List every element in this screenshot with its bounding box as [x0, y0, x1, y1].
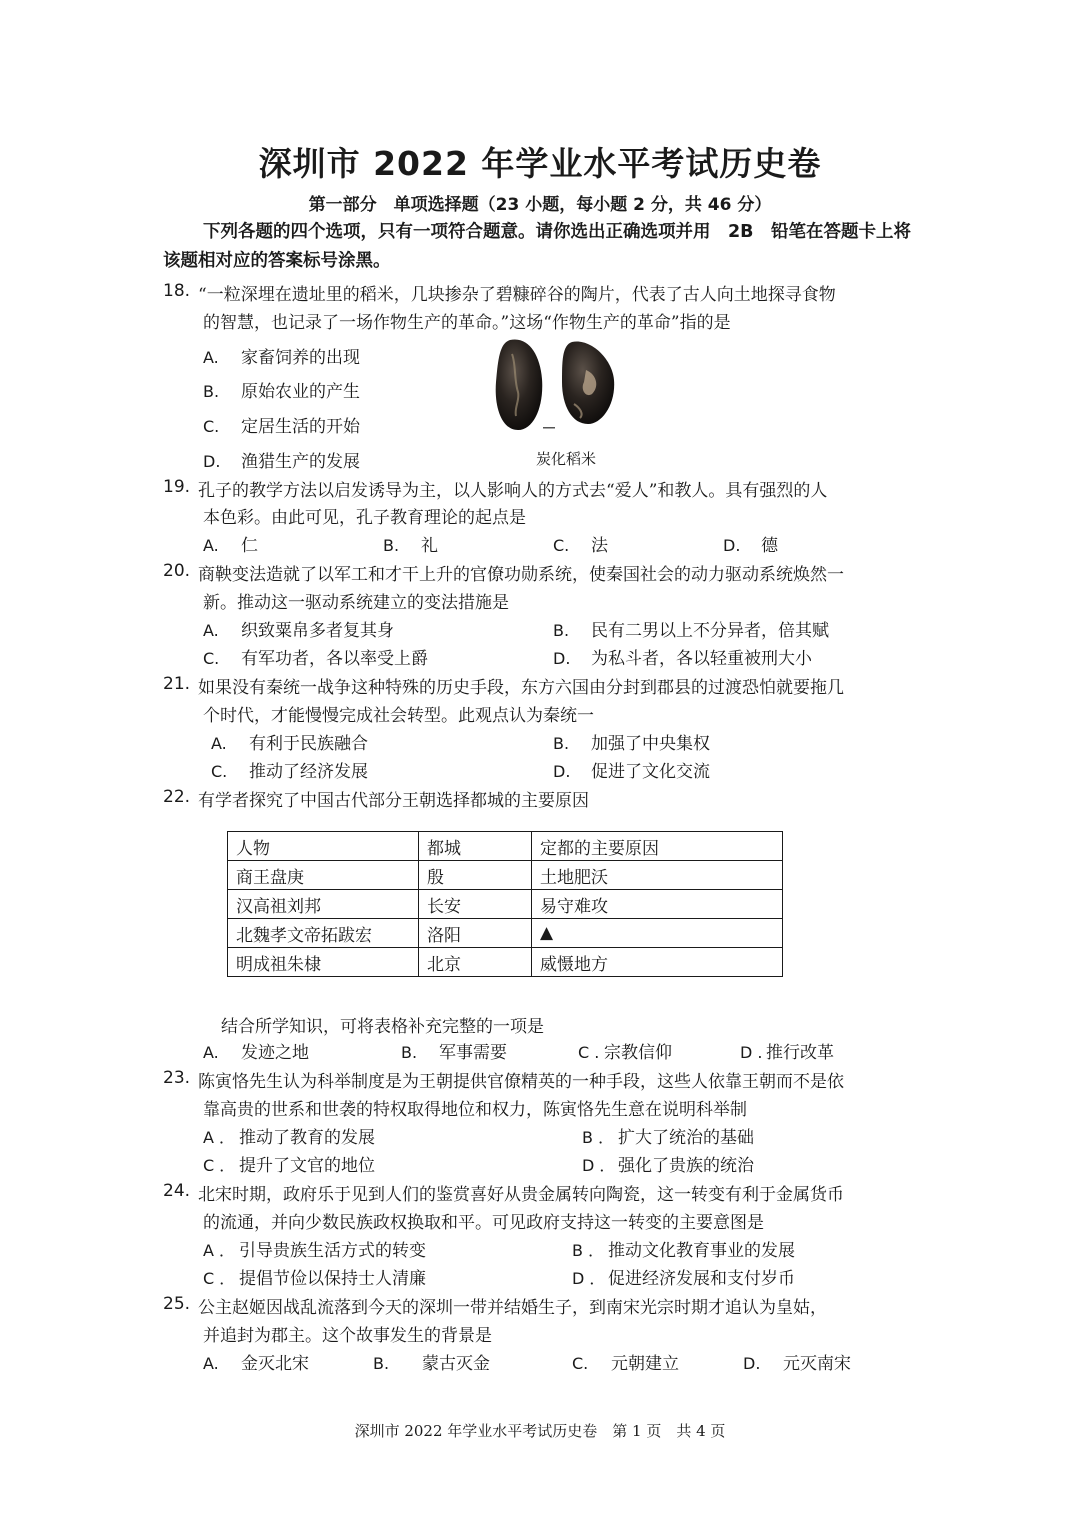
- q24-number: 24.: [163, 1181, 191, 1201]
- table-header-row: [228, 832, 783, 861]
- q21-number: 21.: [163, 674, 191, 694]
- option-letter: C .: [578, 1043, 600, 1062]
- q21-option-c[interactable]: [211, 757, 368, 782]
- option-text: 提升了文官的地位: [239, 1156, 375, 1176]
- q25-number: 25.: [163, 1294, 191, 1314]
- table-cell: 土地肥沃: [532, 861, 783, 890]
- option-letter: A.: [211, 734, 227, 753]
- table-cell: 易守难攻: [532, 890, 783, 919]
- exam-title: 深圳市 2022 年学业水平考试历史卷: [258, 144, 822, 183]
- option-text: 军事需要: [439, 1043, 507, 1063]
- q22-number: 22.: [163, 787, 191, 807]
- q20-option-c[interactable]: [203, 644, 428, 669]
- option-text: 扩大了统治的基础: [618, 1128, 754, 1148]
- q19-stem-line2: 本色彩。由此可见，孔子教育理论的起点是: [203, 508, 526, 528]
- q22-option-b[interactable]: [401, 1038, 507, 1063]
- instructions: [163, 218, 923, 276]
- q20-stem-line2: 新。推动这一驱动系统建立的变法措施是: [203, 593, 509, 613]
- table-row: [228, 890, 783, 919]
- option-letter: B ．: [582, 1128, 615, 1147]
- q21-option-d[interactable]: [553, 757, 710, 782]
- option-text: 促进经济发展和支付岁币: [608, 1269, 795, 1289]
- option-text: 推动了经济发展: [249, 762, 368, 782]
- option-letter: C.: [553, 536, 570, 555]
- q18-option-c[interactable]: [203, 412, 360, 437]
- option-text: 推行改革: [766, 1043, 834, 1063]
- q18-stem-line1: “一粒深埋在遗址里的稻米，几块掺杂了碧糠碎谷的陶片，代表了古人向土地探寻食物: [198, 285, 836, 305]
- q22-prompt: 结合所学知识，可将表格补充完整的一项是: [221, 1017, 544, 1037]
- table-row: [228, 919, 783, 948]
- q23-option-a[interactable]: [203, 1123, 375, 1148]
- option-text: 推动了教育的发展: [239, 1128, 375, 1148]
- q21-option-a[interactable]: [211, 729, 368, 754]
- q19-number: 19.: [163, 477, 191, 497]
- table-header-cell: 都城: [419, 832, 532, 861]
- option-text: 促进了文化交流: [591, 762, 710, 782]
- q22-stem-line1: 有学者探究了中国古代部分王朝选择都城的主要原因: [198, 791, 589, 811]
- table-header-cell: 定都的主要原因: [532, 832, 783, 861]
- q24-option-d[interactable]: [572, 1264, 795, 1289]
- table-cell-blank-marker: ▲: [532, 919, 783, 948]
- option-text: 渔猎生产的发展: [241, 452, 360, 472]
- q18-option-b[interactable]: [203, 377, 360, 402]
- q25-option-d[interactable]: [743, 1349, 851, 1374]
- option-letter: B.: [553, 621, 570, 640]
- q20-option-a[interactable]: [203, 616, 394, 641]
- option-letter: B.: [383, 536, 400, 555]
- q20-option-d[interactable]: [553, 644, 812, 669]
- option-text: 引导贵族生活方式的转变: [239, 1241, 426, 1261]
- option-text: 有利于民族融合: [249, 734, 368, 754]
- option-text: 仁: [241, 536, 258, 556]
- option-text: 元灭南宋: [783, 1354, 851, 1374]
- q24-option-a[interactable]: [203, 1236, 426, 1261]
- option-letter: D.: [743, 1354, 761, 1373]
- q18-option-a[interactable]: [203, 343, 360, 368]
- q21-option-b[interactable]: [553, 729, 710, 754]
- q25-option-b[interactable]: [373, 1349, 490, 1374]
- option-letter: A ．: [203, 1241, 236, 1260]
- rice-image-caption: 炭化稻米: [536, 450, 597, 468]
- q25-option-c[interactable]: [572, 1349, 679, 1374]
- instructions-text: 下列各题的四个选项，只有一项符合题意。请你选出正确选项并用 2B 铅笔在答题卡上将该题相对应的答案标号涂黑。: [163, 222, 912, 271]
- q24-stem-line2: 的流通，并向少数民族政权换取和平。可见政府支持这一转变的主要意图是: [203, 1213, 764, 1233]
- option-text: 原始农业的产生: [241, 382, 360, 402]
- option-text: 推动文化教育事业的发展: [608, 1241, 795, 1261]
- option-letter: A.: [203, 536, 219, 555]
- option-text: 为私斗者，各以轻重被刑大小: [591, 649, 812, 669]
- option-letter: D.: [553, 762, 571, 781]
- option-letter: A.: [203, 1043, 219, 1062]
- option-letter: D ．: [582, 1156, 616, 1175]
- option-letter: D.: [553, 649, 571, 668]
- option-text: 发迹之地: [241, 1043, 309, 1063]
- option-letter: C.: [203, 417, 220, 436]
- q23-number: 23.: [163, 1068, 191, 1088]
- table-cell: 商王盘庚: [228, 861, 419, 890]
- table-row: [228, 948, 783, 977]
- q21-stem-line1: 如果没有秦统一战争这种特殊的历史手段，东方六国由分封到郡县的过渡恐怕就要拖几: [198, 678, 844, 698]
- q22-option-c[interactable]: [578, 1038, 672, 1063]
- q22-option-a[interactable]: [203, 1038, 309, 1063]
- q25-stem-line1: 公主赵姬因战乱流落到今天的深圳一带并结婚生子，到南宋光宗时期才追认为皇姑，: [198, 1298, 827, 1318]
- option-letter: A.: [203, 348, 219, 367]
- table-cell: 北京: [419, 948, 532, 977]
- capitals-table: [227, 831, 783, 977]
- option-letter: D .: [740, 1043, 763, 1062]
- option-text: 加强了中央集权: [591, 734, 710, 754]
- q18-option-d[interactable]: [203, 447, 360, 472]
- option-text: 元朝建立: [611, 1354, 679, 1374]
- q24-stem-line1: 北宋时期，政府乐于见到人们的鉴赏喜好从贵金属转向陶瓷，这一转变有利于金属货币: [198, 1185, 844, 1205]
- option-letter: B.: [373, 1354, 390, 1373]
- q25-option-a[interactable]: [203, 1349, 309, 1374]
- option-letter: A ．: [203, 1128, 236, 1147]
- option-text: 德: [761, 536, 778, 556]
- table-cell: 长安: [419, 890, 532, 919]
- option-letter: C.: [572, 1354, 589, 1373]
- q19-stem-line1: 孔子的教学方法以启发诱导为主，以人影响人的方式去“爱人”和教人。具有强烈的人: [198, 481, 828, 501]
- table-cell: 汉高祖刘邦: [228, 890, 419, 919]
- option-text: 织致粟帛多者复其身: [241, 621, 394, 641]
- q19-option-a[interactable]: [203, 531, 258, 556]
- option-text: 宗教信仰: [604, 1043, 672, 1063]
- table-cell: 威慑地方: [532, 948, 783, 977]
- option-letter: C.: [211, 762, 228, 781]
- option-text: 民有二男以上不分异者，倍其赋: [591, 621, 829, 641]
- q22-option-d[interactable]: [740, 1038, 834, 1063]
- carbonized-rice-image: [488, 334, 623, 434]
- option-letter: D.: [203, 452, 221, 471]
- option-text: 法: [591, 536, 608, 556]
- q23-stem-line2: 靠高贵的世系和世袭的特权取得地位和权力，陈寅恪先生意在说明科举制: [203, 1100, 747, 1120]
- q23-option-d[interactable]: [582, 1151, 754, 1176]
- q25-stem-line2: 并追封为郡主。这个故事发生的背景是: [203, 1326, 492, 1346]
- q20-option-b[interactable]: [553, 616, 829, 641]
- option-text: 提倡节俭以保持士人清廉: [239, 1269, 426, 1289]
- option-text: 礼: [421, 536, 438, 556]
- table-cell: 北魏孝文帝拓跋宏: [228, 919, 419, 948]
- option-text: 强化了贵族的统治: [618, 1156, 754, 1176]
- q21-stem-line2: 个时代，才能慢慢完成社会转型。此观点认为秦统一: [203, 706, 594, 726]
- option-letter: A.: [203, 1354, 219, 1373]
- q20-stem-line1: 商鞅变法造就了以军工和才干上升的官僚功勋系统，使秦国社会的动力驱动系统焕然一: [198, 565, 844, 585]
- option-letter: B.: [203, 382, 220, 401]
- q23-option-c[interactable]: [203, 1151, 375, 1176]
- option-text: 蒙古灭金: [422, 1354, 490, 1374]
- option-letter: C ．: [203, 1269, 236, 1288]
- option-letter: B.: [553, 734, 570, 753]
- option-letter: C.: [203, 649, 220, 668]
- option-letter: A.: [203, 621, 219, 640]
- option-letter: B ．: [572, 1241, 605, 1260]
- q24-option-c[interactable]: [203, 1264, 426, 1289]
- q18-stem-line2: 的智慧，也记录了一场作物生产的革命。”这场“作物生产的革命”指的是: [203, 313, 731, 333]
- table-cell: 殷: [419, 861, 532, 890]
- option-letter: B.: [401, 1043, 418, 1062]
- option-letter: D.: [723, 536, 741, 555]
- q18-number: 18.: [163, 281, 191, 301]
- q23-stem-line1: 陈寅恪先生认为科举制度是为王朝提供官僚精英的一种手段，这些人依靠王朝而不是依: [198, 1072, 844, 1092]
- option-text: 定居生活的开始: [241, 417, 360, 437]
- q19-option-d[interactable]: [723, 531, 778, 556]
- table-row: [228, 861, 783, 890]
- q19-option-c[interactable]: [553, 531, 608, 556]
- section-heading: 第一部分 单项选择题（23 小题，每小题 2 分，共 46 分）: [308, 195, 772, 215]
- q24-option-b[interactable]: [572, 1236, 795, 1261]
- q20-number: 20.: [163, 561, 191, 581]
- table-cell: 明成祖朱棣: [228, 948, 419, 977]
- option-text: 有军功者，各以率受上爵: [241, 649, 428, 669]
- option-text: 家畜饲养的出现: [241, 348, 360, 368]
- q19-option-b[interactable]: [383, 531, 438, 556]
- q23-option-b[interactable]: [582, 1123, 754, 1148]
- table-header-cell: 人物: [228, 832, 419, 861]
- option-text: 金灭北宋: [241, 1354, 309, 1374]
- option-letter: C ．: [203, 1156, 236, 1175]
- table-cell: 洛阳: [419, 919, 532, 948]
- option-letter: D ．: [572, 1269, 606, 1288]
- page-footer: 深圳市 2022 年学业水平考试历史卷 第 1 页 共 4 页: [354, 1422, 726, 1440]
